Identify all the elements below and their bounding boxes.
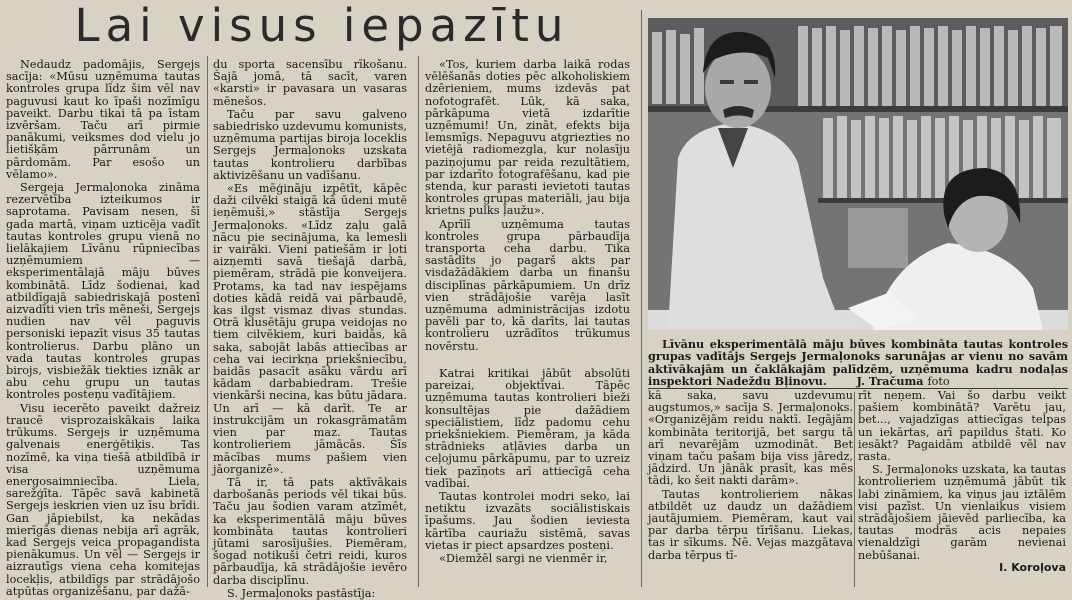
- paragraph: S. Jermaļonoks pastāstīja:: [227, 586, 376, 600]
- paragraph: Visu iecerēto paveikt dažreiz traucē visprozaiskākais laika trūkums. Sergejs ir uzņēmuma galvenais enerģētiķis. Tas nozīmē, ka viņa tiešā atbildībā ir visa uzņēmuma energosaimniecība. Liela, sarežģīta. Tāpēc savā kabinetā Sergejs ieskrien vien uz īsu brīdi. Gan jāpiebilst, ka nekādas mierīgās dienas nebija arī agrāk, kad Sergejs veica propagandista pienākumus. Un vēl — Sergejs ir aizrautīgs viena ceha komitejas locekļis, atbildīgs par strādājošo atpūtas organizēšanu, par dažā-: [6, 401, 200, 598]
- paragraph: Tā ir, tā pats aktīvākais darbošanās periods vēl tikai būs. Taču jau šodien varam atzīmēt, ka eksperimentālā māju būves kombināta tautas kontrolieri jūtami sarosījušies. Piemēram, šogad notikuši četri reidi, kuros pārbaudīja, kā strādājošie ievēro darba disciplīnu.: [213, 475, 407, 587]
- paragraph: «Es mēģināju izpētīt, kāpēc daži cilvēki staigā kā ūdeni mutē ieņēmuši,» stāstīja Sergejs Jermaļonoks. «Līdz zaļu galā nācu pie secinājuma, ka lemesli ir vairāki. Vieni patiešām ir ļoti aizņemti savā tiešajā darbā, piemēram, strādā pie konveijera. Protams, ka tad nav iespējams doties kādā reidā vai pārbaudē, kas ilgst vismaz divas stundas. Otrā klusētāju grupa veidojas no tiem cilvēkiem, kuri baidās, kā saka, sabojāt labās attiecības ar ceha vai iecirkņa priekšniecību, baidās pasacīt asāku vārdu arī kādam darbabiedram. Trešie vienkārši necina, kas būtu jādara. Un arī — kā darīt. Te ar instrukcijām un rokasgrāmatām vien par maz. Tautas kontrolieriem jāmācās. Šīs mācības mums pašiem vien jāorganizē».: [213, 182, 407, 476]
- paragraph: Taču par savu galveno sabiedrisko uzdevumu komunists, uzņēmuma partijas biroja loceklis Sergejs Jermaļonoks uzskata tautas kontrolieru darbības aktivizēšanu un vadīšanu.: [213, 107, 407, 182]
- paragraph: S. Jermaļonoks uzskata, ka tautas kontrolieriem uzņēmumā jābūt tik labi zināmiem, ka viņus jau iztālēm visi pazīst. Un vienlaikus visiem strādājošiem jāievēd parliecība, ka tautas modrās acis nepaies vienaldzīgi garām nevienai nebūšanai.: [858, 463, 1066, 562]
- paragraph: kā saka, savu uzdevumu augstumos,» sacīja S. Jermaļonoks. «Organizējām reidu naktī. Iegājām kombināta teritorijā, bet sargu tā arī nevarējām uzmodināt. Bet viņam taču pašam bija viss jāredz, jādzird. Un jānāk prasīt, kas mēs tādi, ko šeit nakti darām».: [648, 389, 853, 488]
- text-column-2: [213, 58, 407, 600]
- paragraph: Nedaudz padomājis, Sergejs sacīja: «Mūsu uzņēmuma tautas kontroles grupa līdz šim vēl nav paguvusi kaut ko īpaši nozīmīgu paveikt. Darbu tikai tā pa īstam izvēršam. Taču arī pirmie panākumi, veiksmes dod vielu jo lietišķām pārrunām un pārdomām. Par esošo un vēlamo».: [6, 58, 200, 181]
- column-rule: [418, 56, 419, 587]
- article-headline: Lai visus iepazītu: [74, 0, 570, 52]
- column-rule: [854, 392, 855, 587]
- article-photo: [648, 18, 1068, 330]
- paragraph: rīt neņem. Vai šo darbu veikt pašiem kombinātā? Varētu jau, bet..., vajadzīgas attiecīgas telpas un iekārtas, arī papildus štati. Ko iesākt? Pagaidām atbildē vēl nav rasta.: [858, 389, 1066, 464]
- column-rule: [641, 10, 642, 587]
- paragraph: «Diemžēl sargi ne vienmēr ir,: [439, 552, 608, 566]
- text-column-3: [425, 59, 630, 365]
- caption-text: Līvānu eksperimentālā māju būves kombināta tautas kontroles grupas vadītājs Sergejs Jermaļonoks sarunājas ar vienu no savām aktīvākajām un čaklākajām palīdzēm, uzņēmuma kadru nodaļas inspektori Nadeždu Bļinovu.: [648, 337, 1068, 389]
- paragraph: Katrai kritikai jābūt absolūti pareizai, objektīvai. Tāpēc uzņēmuma tautas kontrolieri bieži konsultējas pie dažādiem speciālistiem, līdz padomu cehu priekšniekiem. Piemēram, ja kāda strādnieks atļāvies darba un ceļojumu pārkāpumu, par to uzreiz tiek pazīņots arī attiecīgā ceha vadībai.: [425, 367, 630, 490]
- author-signature: I. Koroļova: [999, 560, 1066, 574]
- photo-caption: [648, 337, 1068, 389]
- paragraph: Tautas kontrolieriem nākas atbildēt uz daudz un dažādiem jautājumiem. Piemēram, kaut vai par darba tērpu tīrīšanu. Liekas, tas ir sīkums. Nē. Vejas mazgātava darba tērpus tī-: [648, 487, 853, 562]
- paragraph: Tautas kontrolei modri seko, lai netiktu izvazāts sociālistiskais īpašums. Jau šodien ieviesta kārtība cauriažu sistēmā, savas vietas ir piect apsardzes posteņi.: [425, 490, 630, 552]
- text-column-6: [858, 390, 1066, 586]
- photo-illustration: [648, 18, 1068, 330]
- text-column-1: [6, 58, 200, 598]
- paragraph: Aprīlī uzņēmuma tautas kontroles grupa pārbaudīja transporta ceha darbu. Tika sastādīts jo pagarš akts par visdažādākiem darba un finanšu disciplīnas pārkāpumiem. Un drīz vien strādājošie varēja lasīt uzņēmuma administrācijas izdotu pavēli par to, kā darīts, lai tautas kontrolieru uzrādītos trūkumus novērstu.: [425, 217, 630, 353]
- photo-credit-suffix: foto: [927, 375, 950, 389]
- photo-credit-name: J. Tračuma: [856, 374, 924, 389]
- paragraph: du sporta sacensību rīkošanu. Šajā jomā, tā sacīt, varen «karsti» ir pavasara un vasaras mēnešos.: [213, 58, 407, 108]
- text-column-5: [648, 390, 853, 586]
- paragraph: Sergeja Jermaļonoka zināma rezervētība izteikumos ir saprotama. Pavisam nesen, šī gada martā, viņam uzticēja vadīt tautas kontroles grupu vienā no lielākajiem Līvānu rūpniecības uzņēmumiem — eksperimentālajā māju būves kombinātā. Līdz šodienai, kad atbildīgajā sabiedriskajā postenī aizvadīti vien trīs mēneši, Sergejs nudien nav vēl paguvis personiski iepazīt visus 35 tautas kontrolierus. Darbu plāno un vada tautas kontroles grupas birojs, visbiežāk tiekties iznāk ar abu cehu grupu un tautas kontroles posteņu vadītājiem.: [6, 181, 200, 402]
- column-rule: [207, 56, 208, 587]
- paragraph: «Tos, kuriem darba laikā rodas vēlēšanās doties pēc alkoholiskiem dzērieniem, mums izdevās pat nofotografēt. Lūk, kā saka, pārkāpuma vietā izdarītie uzņēmumi! Un, zināt, efekts bija lemsmīgs. Nepaguvu atgriezties no vietējā radiomezgla, kur nolasīju paziņojumu par reida rezultātiem, par izdarīto fotografēšanu, kad pie stenda, kur parasti ievietoti tautas kontroles grupas materiāli, jau bija krietns pulks ļaužu».: [425, 58, 630, 218]
- text-column-4: [425, 368, 630, 586]
